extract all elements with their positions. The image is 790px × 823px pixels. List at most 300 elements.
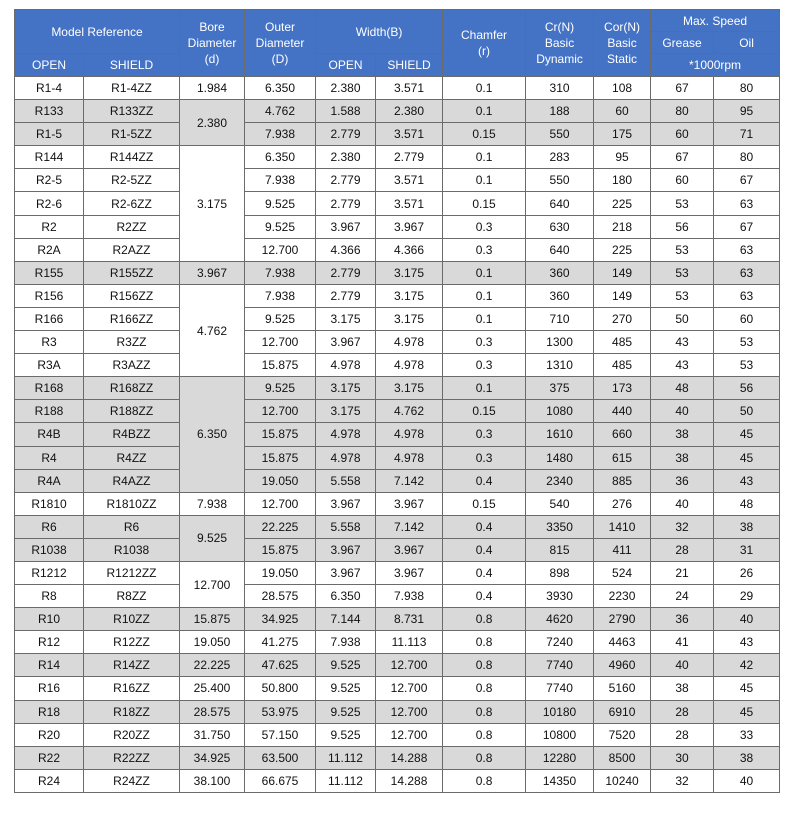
header-cr-line2: Basic: [544, 36, 575, 50]
cell-width-open: 2.779: [316, 284, 376, 307]
cell-shield-model: R168ZZ: [84, 377, 180, 400]
cell-cor-static: 485: [594, 331, 651, 354]
cell-chamfer: 0.1: [443, 284, 526, 307]
cell-speed-grease: 32: [651, 769, 714, 792]
cell-speed-grease: 80: [651, 100, 714, 123]
cell-width-shield: 3.175: [376, 307, 443, 330]
cell-open-model: R22: [15, 746, 84, 769]
cell-outer-diameter: 19.050: [245, 469, 316, 492]
cell-speed-oil: 38: [714, 515, 780, 538]
cell-open-model: R12: [15, 631, 84, 654]
header-outer-line2: Diameter: [255, 36, 305, 50]
cell-shield-model: R2AZZ: [84, 238, 180, 261]
cell-open-model: R168: [15, 377, 84, 400]
cell-open-model: R2-5: [15, 169, 84, 192]
cell-cr-dynamic: 540: [526, 492, 594, 515]
cell-outer-diameter: 12.700: [245, 492, 316, 515]
cell-chamfer: 0.4: [443, 469, 526, 492]
cell-cor-static: 108: [594, 77, 651, 100]
cell-bore-diameter: 4.762: [180, 284, 245, 376]
cell-width-shield: 3.967: [376, 561, 443, 584]
cell-chamfer: 0.8: [443, 608, 526, 631]
cell-open-model: R2: [15, 215, 84, 238]
cell-outer-diameter: 4.762: [245, 100, 316, 123]
cell-chamfer: 0.8: [443, 677, 526, 700]
cell-speed-oil: 31: [714, 538, 780, 561]
header-bore-line3: (d): [204, 52, 220, 66]
cell-open-model: R1038: [15, 538, 84, 561]
cell-bore-diameter: 38.100: [180, 769, 245, 792]
cell-cor-static: 218: [594, 215, 651, 238]
cell-width-shield: 11.113: [376, 631, 443, 654]
header-bore-line1: Bore: [199, 20, 225, 34]
cell-shield-model: R6: [84, 515, 180, 538]
cell-speed-grease: 60: [651, 123, 714, 146]
cell-width-open: 2.779: [316, 192, 376, 215]
cell-width-open: 7.144: [316, 608, 376, 631]
cell-bore-diameter: 22.225: [180, 654, 245, 677]
cell-speed-grease: 30: [651, 746, 714, 769]
cell-width-shield: 14.288: [376, 746, 443, 769]
header-grease: Grease: [651, 32, 714, 54]
cell-cr-dynamic: 7740: [526, 677, 594, 700]
table-row: [15, 769, 780, 792]
cell-speed-oil: 63: [714, 261, 780, 284]
cell-width-open: 3.967: [316, 538, 376, 561]
cell-width-open: 2.380: [316, 77, 376, 100]
cell-cor-static: 411: [594, 538, 651, 561]
cell-speed-oil: 33: [714, 723, 780, 746]
cell-width-shield: 3.571: [376, 192, 443, 215]
cell-chamfer: 0.8: [443, 654, 526, 677]
header-width: Width(B): [316, 10, 443, 54]
cell-outer-diameter: 19.050: [245, 561, 316, 584]
table-row: [15, 608, 780, 631]
cell-speed-grease: 48: [651, 377, 714, 400]
cell-speed-oil: 56: [714, 377, 780, 400]
cell-bore-diameter: 3.175: [180, 146, 245, 261]
cell-width-open: 9.525: [316, 654, 376, 677]
cell-cor-static: 2230: [594, 585, 651, 608]
cell-bore-diameter: 19.050: [180, 631, 245, 654]
cell-width-shield: 2.779: [376, 146, 443, 169]
cell-bore-diameter: 25.400: [180, 677, 245, 700]
cell-width-shield: 4.366: [376, 238, 443, 261]
cell-open-model: R188: [15, 400, 84, 423]
cell-speed-grease: 40: [651, 654, 714, 677]
cell-speed-grease: 40: [651, 492, 714, 515]
cell-open-model: R4B: [15, 423, 84, 446]
cell-shield-model: R12ZZ: [84, 631, 180, 654]
cell-cr-dynamic: 375: [526, 377, 594, 400]
cell-speed-grease: 32: [651, 515, 714, 538]
cell-speed-grease: 60: [651, 169, 714, 192]
cell-bore-diameter: 3.967: [180, 261, 245, 284]
cell-speed-oil: 29: [714, 585, 780, 608]
cell-width-open: 6.350: [316, 585, 376, 608]
cell-shield-model: R20ZZ: [84, 723, 180, 746]
header-shield: SHIELD: [84, 54, 180, 77]
cell-width-open: 9.525: [316, 700, 376, 723]
cell-open-model: R4A: [15, 469, 84, 492]
header-outer-diameter: [245, 10, 316, 77]
cell-open-model: R155: [15, 261, 84, 284]
cell-open-model: R156: [15, 284, 84, 307]
cell-chamfer: 0.1: [443, 169, 526, 192]
cell-outer-diameter: 47.625: [245, 654, 316, 677]
cell-cr-dynamic: 4620: [526, 608, 594, 631]
cell-outer-diameter: 15.875: [245, 538, 316, 561]
cell-cr-dynamic: 1300: [526, 331, 594, 354]
cell-cr-dynamic: 10800: [526, 723, 594, 746]
cell-open-model: R24: [15, 769, 84, 792]
cell-cor-static: 4463: [594, 631, 651, 654]
table-row: [15, 100, 780, 123]
cell-cor-static: 660: [594, 423, 651, 446]
cell-outer-diameter: 7.938: [245, 123, 316, 146]
cell-speed-grease: 38: [651, 446, 714, 469]
cell-cr-dynamic: 550: [526, 169, 594, 192]
cell-cr-dynamic: 310: [526, 77, 594, 100]
cell-shield-model: R2-5ZZ: [84, 169, 180, 192]
cell-outer-diameter: 12.700: [245, 331, 316, 354]
cell-speed-grease: 53: [651, 284, 714, 307]
cell-width-shield: 12.700: [376, 723, 443, 746]
cell-cr-dynamic: 1610: [526, 423, 594, 446]
cell-chamfer: 0.3: [443, 331, 526, 354]
cell-cor-static: 485: [594, 354, 651, 377]
cell-cor-static: 95: [594, 146, 651, 169]
cell-speed-oil: 48: [714, 492, 780, 515]
cell-cr-dynamic: 898: [526, 561, 594, 584]
cell-speed-grease: 50: [651, 307, 714, 330]
cell-cr-dynamic: 630: [526, 215, 594, 238]
cell-width-shield: 7.142: [376, 469, 443, 492]
cell-cor-static: 524: [594, 561, 651, 584]
cell-cor-static: 440: [594, 400, 651, 423]
cell-speed-oil: 67: [714, 215, 780, 238]
cell-width-open: 5.558: [316, 469, 376, 492]
header-chamfer: [443, 10, 526, 77]
cell-chamfer: 0.3: [443, 215, 526, 238]
cell-chamfer: 0.1: [443, 307, 526, 330]
cell-width-open: 9.525: [316, 723, 376, 746]
cell-chamfer: 0.8: [443, 746, 526, 769]
cell-bore-diameter: 6.350: [180, 377, 245, 492]
cell-cr-dynamic: 1480: [526, 446, 594, 469]
cell-outer-diameter: 50.800: [245, 677, 316, 700]
cell-shield-model: R3AZZ: [84, 354, 180, 377]
cell-outer-diameter: 15.875: [245, 354, 316, 377]
cell-shield-model: R24ZZ: [84, 769, 180, 792]
header-rpm-unit: *1000rpm: [651, 54, 780, 77]
header-model-reference: Model Reference: [15, 10, 180, 54]
cell-width-open: 1.588: [316, 100, 376, 123]
table-row: [15, 631, 780, 654]
cell-shield-model: R3ZZ: [84, 331, 180, 354]
cell-width-shield: 2.380: [376, 100, 443, 123]
cell-width-open: 4.978: [316, 446, 376, 469]
cell-bore-diameter: 15.875: [180, 608, 245, 631]
cell-chamfer: 0.1: [443, 100, 526, 123]
cell-speed-grease: 53: [651, 261, 714, 284]
cell-speed-grease: 67: [651, 146, 714, 169]
table-row: [15, 492, 780, 515]
cell-chamfer: 0.8: [443, 769, 526, 792]
cell-shield-model: R2ZZ: [84, 215, 180, 238]
cell-outer-diameter: 15.875: [245, 446, 316, 469]
cell-cor-static: 149: [594, 261, 651, 284]
cell-open-model: R10: [15, 608, 84, 631]
cell-shield-model: R144ZZ: [84, 146, 180, 169]
cell-speed-oil: 60: [714, 307, 780, 330]
cell-width-open: 3.967: [316, 492, 376, 515]
table-row: [15, 169, 780, 192]
table-row: [15, 400, 780, 423]
cell-width-open: 4.978: [316, 423, 376, 446]
cell-speed-oil: 45: [714, 677, 780, 700]
table-row: [15, 515, 780, 538]
cell-width-open: 3.967: [316, 331, 376, 354]
cell-chamfer: 0.15: [443, 400, 526, 423]
cell-cor-static: 615: [594, 446, 651, 469]
cell-chamfer: 0.4: [443, 538, 526, 561]
cell-cor-static: 149: [594, 284, 651, 307]
cell-chamfer: 0.3: [443, 423, 526, 446]
cell-width-open: 2.380: [316, 146, 376, 169]
cell-width-open: 2.779: [316, 169, 376, 192]
cell-cor-static: 2790: [594, 608, 651, 631]
cell-width-shield: 4.978: [376, 354, 443, 377]
cell-cor-static: 10240: [594, 769, 651, 792]
cell-shield-model: R4AZZ: [84, 469, 180, 492]
cell-width-shield: 7.142: [376, 515, 443, 538]
header-width-shield: SHIELD: [376, 54, 443, 77]
cell-speed-grease: 28: [651, 723, 714, 746]
table-row: [15, 423, 780, 446]
cell-cr-dynamic: 7740: [526, 654, 594, 677]
header-outer-line3: (D): [271, 52, 289, 66]
cell-width-shield: 3.571: [376, 77, 443, 100]
header-cr-line3: Dynamic: [536, 52, 583, 66]
cell-bore-diameter: 34.925: [180, 746, 245, 769]
cell-width-open: 3.175: [316, 400, 376, 423]
cell-bore-diameter: 1.984: [180, 77, 245, 100]
header-cor: [594, 10, 651, 77]
cell-speed-oil: 45: [714, 700, 780, 723]
table-row: [15, 700, 780, 723]
cell-speed-grease: 28: [651, 700, 714, 723]
cell-width-shield: 3.175: [376, 377, 443, 400]
cell-speed-oil: 50: [714, 400, 780, 423]
cell-cor-static: 225: [594, 238, 651, 261]
cell-shield-model: R1212ZZ: [84, 561, 180, 584]
table-row: [15, 446, 780, 469]
cell-shield-model: R22ZZ: [84, 746, 180, 769]
table-row: [15, 192, 780, 215]
cell-cor-static: 7520: [594, 723, 651, 746]
cell-cr-dynamic: 1310: [526, 354, 594, 377]
cell-width-shield: 4.762: [376, 400, 443, 423]
cell-outer-diameter: 7.938: [245, 169, 316, 192]
cell-speed-oil: 53: [714, 354, 780, 377]
cell-open-model: R18: [15, 700, 84, 723]
cell-width-shield: 4.978: [376, 446, 443, 469]
cell-width-shield: 14.288: [376, 769, 443, 792]
cell-open-model: R1810: [15, 492, 84, 515]
header-chamfer-line2: (r): [478, 44, 491, 58]
cell-width-open: 4.366: [316, 238, 376, 261]
cell-speed-grease: 21: [651, 561, 714, 584]
header-cr: [526, 10, 594, 77]
cell-outer-diameter: 41.275: [245, 631, 316, 654]
cell-width-shield: 3.175: [376, 261, 443, 284]
cell-cor-static: 60: [594, 100, 651, 123]
cell-width-shield: 3.967: [376, 538, 443, 561]
cell-speed-oil: 42: [714, 654, 780, 677]
cell-cr-dynamic: 360: [526, 261, 594, 284]
cell-width-shield: 7.938: [376, 585, 443, 608]
cell-cor-static: 180: [594, 169, 651, 192]
cell-outer-diameter: 15.875: [245, 423, 316, 446]
cell-speed-grease: 36: [651, 469, 714, 492]
cell-cor-static: 1410: [594, 515, 651, 538]
cell-cr-dynamic: 14350: [526, 769, 594, 792]
header-open: OPEN: [15, 54, 84, 77]
cell-outer-diameter: 12.700: [245, 400, 316, 423]
cell-shield-model: R2-6ZZ: [84, 192, 180, 215]
cell-chamfer: 0.8: [443, 723, 526, 746]
header-cor-line3: Static: [607, 52, 638, 66]
cell-width-open: 2.779: [316, 261, 376, 284]
table-row: [15, 77, 780, 100]
cell-width-open: 2.779: [316, 123, 376, 146]
cell-chamfer: 0.1: [443, 77, 526, 100]
cell-cr-dynamic: 188: [526, 100, 594, 123]
cell-speed-oil: 43: [714, 631, 780, 654]
cell-cor-static: 4960: [594, 654, 651, 677]
cell-cor-static: 225: [594, 192, 651, 215]
cell-shield-model: R188ZZ: [84, 400, 180, 423]
cell-speed-grease: 41: [651, 631, 714, 654]
cell-width-open: 3.967: [316, 215, 376, 238]
table-row: [15, 307, 780, 330]
cell-open-model: R1-4: [15, 77, 84, 100]
table-row: [15, 654, 780, 677]
table-row: [15, 746, 780, 769]
table-row: [15, 354, 780, 377]
cell-outer-diameter: 9.525: [245, 307, 316, 330]
cell-outer-diameter: 6.350: [245, 77, 316, 100]
cell-width-open: 3.967: [316, 561, 376, 584]
cell-speed-oil: 80: [714, 77, 780, 100]
cell-shield-model: R18ZZ: [84, 700, 180, 723]
cell-cor-static: 276: [594, 492, 651, 515]
table-row: [15, 261, 780, 284]
cell-shield-model: R1038: [84, 538, 180, 561]
cell-width-open: 7.938: [316, 631, 376, 654]
cell-width-open: 9.525: [316, 677, 376, 700]
cell-shield-model: R166ZZ: [84, 307, 180, 330]
cell-speed-oil: 38: [714, 746, 780, 769]
cell-chamfer: 0.3: [443, 238, 526, 261]
header-cor-line1: Cor(N): [604, 20, 641, 34]
table-row: [15, 377, 780, 400]
cell-speed-oil: 40: [714, 769, 780, 792]
cell-cor-static: 173: [594, 377, 651, 400]
cell-chamfer: 0.8: [443, 631, 526, 654]
cell-chamfer: 0.4: [443, 585, 526, 608]
cell-width-open: 5.558: [316, 515, 376, 538]
cell-outer-diameter: 12.700: [245, 238, 316, 261]
cell-cr-dynamic: 550: [526, 123, 594, 146]
cell-shield-model: R10ZZ: [84, 608, 180, 631]
cell-shield-model: R155ZZ: [84, 261, 180, 284]
table-row: [15, 469, 780, 492]
cell-bore-diameter: 9.525: [180, 515, 245, 561]
cell-cr-dynamic: 283: [526, 146, 594, 169]
cell-width-open: 11.112: [316, 769, 376, 792]
cell-speed-grease: 53: [651, 238, 714, 261]
cell-shield-model: R14ZZ: [84, 654, 180, 677]
header-oil: Oil: [714, 32, 780, 54]
header-cor-line2: Basic: [607, 36, 637, 50]
cell-bore-diameter: 31.750: [180, 723, 245, 746]
cell-bore-diameter: 12.700: [180, 561, 245, 607]
cell-speed-oil: 26: [714, 561, 780, 584]
cell-open-model: R8: [15, 585, 84, 608]
cell-open-model: R1-5: [15, 123, 84, 146]
cell-shield-model: R8ZZ: [84, 585, 180, 608]
cell-speed-grease: 38: [651, 677, 714, 700]
cell-width-shield: 3.967: [376, 215, 443, 238]
cell-open-model: R133: [15, 100, 84, 123]
cell-outer-diameter: 57.150: [245, 723, 316, 746]
cell-width-open: 3.175: [316, 377, 376, 400]
cell-outer-diameter: 34.925: [245, 608, 316, 631]
cell-bore-diameter: 28.575: [180, 700, 245, 723]
table-row: [15, 561, 780, 584]
cell-speed-oil: 63: [714, 238, 780, 261]
cell-shield-model: R1810ZZ: [84, 492, 180, 515]
cell-chamfer: 0.1: [443, 261, 526, 284]
cell-chamfer: 0.1: [443, 146, 526, 169]
cell-outer-diameter: 7.938: [245, 284, 316, 307]
cell-open-model: R20: [15, 723, 84, 746]
table-row: [15, 146, 780, 169]
cell-cr-dynamic: 3350: [526, 515, 594, 538]
cell-cor-static: 5160: [594, 677, 651, 700]
cell-speed-grease: 40: [651, 400, 714, 423]
cell-width-shield: 3.571: [376, 169, 443, 192]
cell-outer-diameter: 9.525: [245, 192, 316, 215]
cell-outer-diameter: 9.525: [245, 377, 316, 400]
cell-open-model: R2A: [15, 238, 84, 261]
table-row: [15, 538, 780, 561]
cell-width-shield: 3.571: [376, 123, 443, 146]
cell-speed-oil: 63: [714, 192, 780, 215]
cell-cor-static: 270: [594, 307, 651, 330]
cell-open-model: R4: [15, 446, 84, 469]
cell-width-shield: 12.700: [376, 654, 443, 677]
cell-bore-diameter: 2.380: [180, 100, 245, 146]
cell-open-model: R166: [15, 307, 84, 330]
cell-speed-oil: 40: [714, 608, 780, 631]
cell-width-open: 4.978: [316, 354, 376, 377]
cell-outer-diameter: 7.938: [245, 261, 316, 284]
cell-speed-grease: 43: [651, 354, 714, 377]
table-row: [15, 677, 780, 700]
